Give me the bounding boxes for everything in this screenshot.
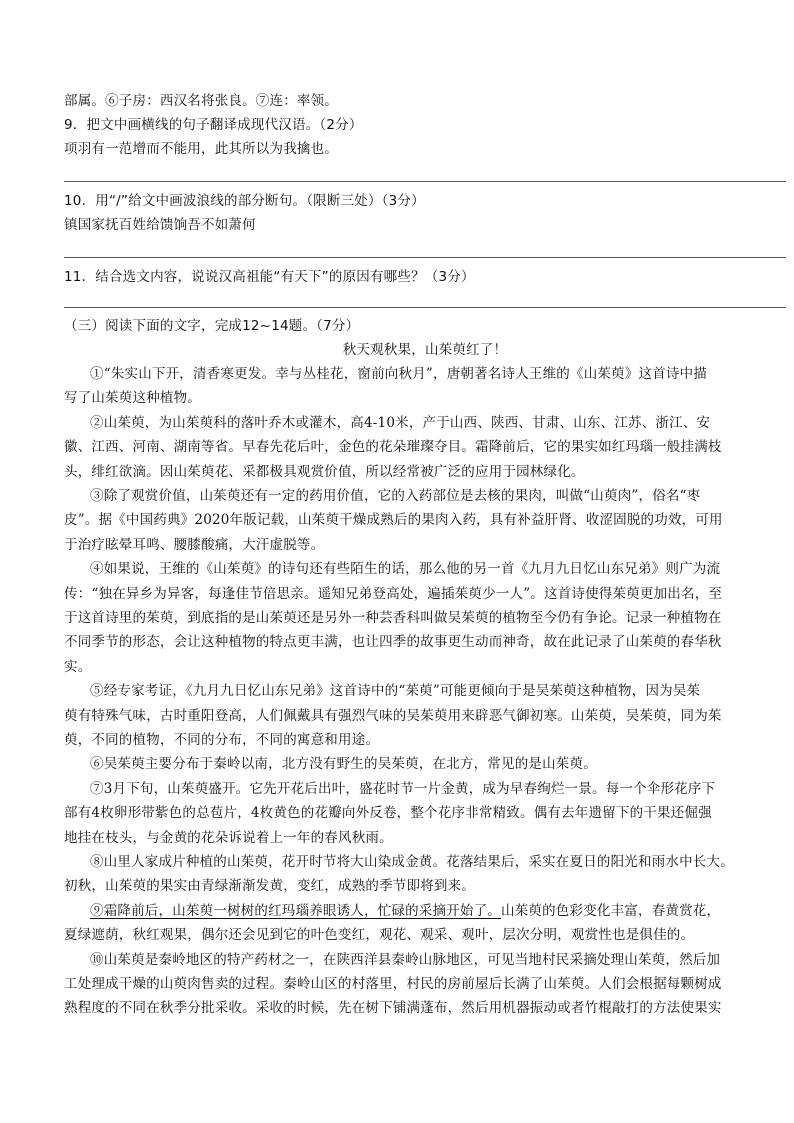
article-line-rest: 山茱萸的色彩变化丰富，春黄赏花， — [501, 903, 721, 919]
question-10-prompt: 10．用“/”给文中画波浪线的部分断句。（限断三处）（3分） — [64, 193, 425, 209]
answer-line-q9 — [64, 181, 786, 182]
article-line: 部有4枚卵形带紫色的总苞片，4枚黄色的花瓣向外反卷，整个花序非常精致。偶有去年遗留下的干果还倔强 — [64, 805, 712, 821]
article-line: 萸，不同的植物，不同的分布，不同的寓意和用途。 — [64, 732, 380, 748]
article-line: ④如果说，王维的《山茱萸》的诗句还有些陌生的话，那么他的另一首《九月九日忆山东兄弟》则广为流 — [90, 561, 721, 577]
answer-line-q11 — [64, 307, 786, 308]
article-line: 传：“独在异乡为异客，每逢佳节倍思亲。遥知兄弟登高处，遍插茱萸少一人”。这首诗使得茱萸更加出名，至 — [64, 586, 723, 602]
article-line: 工处理成干燥的山萸肉售卖的过程。秦岭山区的村落里，村民的房前屋后长满了山茱萸。人们会根据每颗树成 — [64, 976, 722, 992]
article-line: ⑥吴茱萸主要分布于秦岭以南，北方没有野生的吴茱萸，在北方，常见的是山茱萸。 — [90, 756, 597, 772]
question-9-prompt: 9．把文中画横线的句子翻译成现代汉语。（2分） — [64, 117, 363, 133]
article-line: ②山茱萸，为山茱萸科的落叶乔木或灌木，高4-10米，产于山西、陕西、甘肃、山东、江苏、浙江、安 — [90, 415, 711, 431]
article-line: 不同季节的形态，会让这种植物的特点更丰满，也让四季的故事更生动而神奇，故在此记录了山茱萸的春华秋 — [64, 634, 722, 650]
article-line: 徽、江西、河南、湖南等省。早春先花后叶，金色的花朵璀璨夺目。霜降前后，它的果实如红玛瑙一般挂满枝 — [64, 439, 722, 455]
article-line: ①“朱实山下开，清香寒更发。幸与丛桂花，窗前向秋月”，唐朝著名诗人王维的《山茱萸》这首诗中描 — [90, 366, 708, 382]
section-3-heading: （三）阅读下面的文字，完成12~14题。（7分） — [64, 318, 360, 334]
question-9-sentence: 项羽有一范增而不能用，此其所以为我擒也。 — [64, 141, 338, 157]
article-line: 于治疗眩晕耳鸣、腰膝酸痛，大汗虚脱等。 — [64, 537, 325, 553]
article-line: 皮”。据《中国药典》2020年版记载，山茱萸干燥成熟后的果肉入药，具有补益肝肾、收涩固脱的功效，可用 — [64, 512, 723, 528]
article-line: 于这首诗里的茱萸，到底指的是山茱萸还是另外一种芸香科叫做吴茱萸的植物至今仍有争论。记录一种植物在 — [64, 610, 722, 626]
article-line: 熟程度的不同在秋季分批采收。采收的时候，先在树下铺满蓬布，然后用机器振动或者竹棍敲打的方法使果实 — [64, 1000, 722, 1016]
article-line: ⑦3月下旬，山茱萸盛开。它先开花后出叶，盛花时节一片金黄，成为早春绚烂一景。每一个伞形花序下 — [90, 781, 716, 797]
article-title: 秋天观秋果，山茱萸红了！ — [342, 342, 508, 358]
question-10-sentence: 镇国家抚百姓给馈饷吾不如萧何 — [64, 217, 256, 233]
underlined-sentence: ⑨霜降前后，山茱萸一树树的红玛瑙养眼诱人，忙碌的采摘开始了。 — [90, 903, 501, 919]
article-line: 萸有特殊气味，古时重阳登高，人们佩戴具有强烈气味的吴茱萸用来辟恶气御初寒。山茱萸，吴茱萸，同为茱 — [64, 708, 722, 724]
article-line: ⑩山茱萸是秦岭地区的特产药材之一，在陕西洋县秦岭山脉地区，可见当地村民采摘处理山茱萸，然后加 — [90, 952, 721, 968]
question-11-prompt: 11．结合选文内容，说说汉高祖能“有天下”的原因有哪些？（3分） — [64, 269, 475, 285]
article-line — [90, 903, 720, 919]
article-line: 写了山茱萸这种植物。 — [64, 390, 201, 406]
article-line: ③除了观赏价值，山茱萸还有一定的药用价值，它的入药部位是去核的果肉，叫做“山萸肉”，俗名“枣 — [90, 488, 701, 504]
article-line: 夏绿遮荫，秋红观果，偶尔还会见到它的叶色变红，观花、观采、观叶，层次分明，观赏性也是俱佳的。 — [64, 927, 695, 943]
answer-line-q10 — [64, 257, 786, 258]
annotation-note: 部属。⑥子房：西汉名将张良。⑦连：率领。 — [64, 93, 338, 109]
article-line: ⑧山里人家成片种植的山茱萸，花开时节将大山染成金黄。花落结果后，采实在夏日的阳光和雨水中长大。 — [90, 854, 734, 870]
article-line: 头，绯红欲滴。因山茱萸花、采都极具观赏价值，所以经常被广泛的应用于园林绿化。 — [64, 464, 585, 480]
article-line: 地挂在枝头，与金黄的花朵诉说着上一年的春风秋雨。 — [64, 830, 393, 846]
article-line: 实。 — [64, 659, 92, 675]
article-line: ⑤经专家考证，《九月九日忆山东兄弟》这首诗中的“茱萸”可能更倾向于是吴茱萸这种植物，因为吴茱 — [90, 683, 701, 699]
article-line: 初秋，山茱萸的果实由青绿渐渐发黄，变红，成熟的季节即将到来。 — [64, 878, 475, 894]
